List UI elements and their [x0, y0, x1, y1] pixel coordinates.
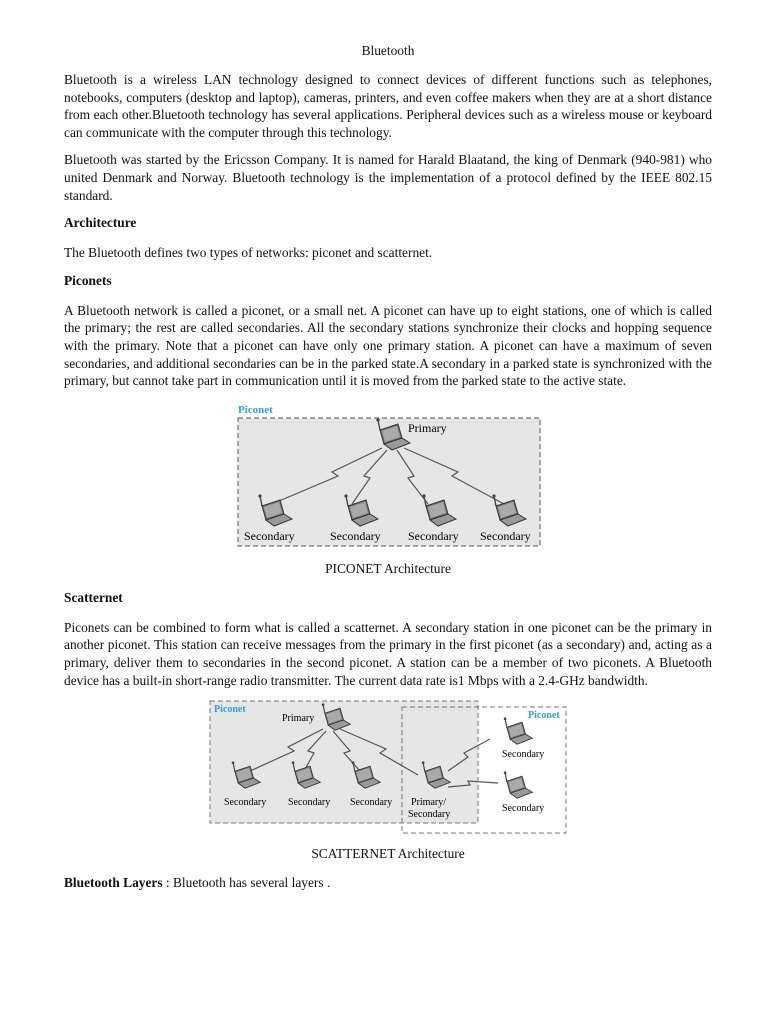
scatternet-caption: SCATTERNET Architecture: [311, 846, 465, 862]
scatternet-diagram: [208, 699, 568, 835]
scatternet-secondary-label: Secondary: [350, 797, 393, 809]
scatternet-piconet-label-left: Piconet: [214, 704, 246, 716]
piconet-primary-label: Primary: [408, 420, 447, 435]
scatternet-secondary-label: Secondary: [502, 749, 545, 761]
scatternet-secondary-label: Secondary: [288, 797, 331, 809]
architecture-paragraph: The Bluetooth defines two types of networks: piconet and scatternet.: [64, 245, 433, 261]
layers-heading: Bluetooth Layers: [64, 875, 163, 891]
piconet-label: Piconet: [238, 403, 273, 416]
scatternet-piconet-label-right: Piconet: [528, 710, 560, 722]
scatternet-heading: Scatternet: [64, 589, 123, 605]
piconets-paragraph: A Bluetooth network is called a piconet, or a small net. A piconet can have up to eight stations, one of which is called the primary; the rest are called secondaries. All the secondary stations synchronize their clocks and hopping sequence with the primary. Note that a piconet can have only one primary station. A piconet can have a maximum of seven secondaries, and additional secondaries can be in the parked state.A secondary in a parked state is synchronized with the primary, but cannot take part in communication until it is moved from the parked state to the active state.: [64, 302, 712, 389]
piconet-caption: PICONET Architecture: [325, 560, 451, 576]
piconets-heading: Piconets: [64, 272, 112, 288]
piconet-secondary-label: Secondary: [244, 528, 295, 543]
secondary-laptop-icon: [504, 771, 533, 798]
scatternet-secondary-label: Secondary: [502, 803, 545, 815]
intro-paragraph-1: Bluetooth is a wireless LAN technology designed to connect devices of different functions such as telephones, notebooks, computers (desktop and laptop), cameras, printers, and even coffee makers when they are at a short distance from each other.Bluetooth technology has several applications. Peripheral devices such as a wireless mouse or keyboard can communicate with the computer through this technology.: [64, 72, 712, 140]
document-title: Bluetooth: [361, 43, 415, 58]
scatternet-secondary-label: Secondary: [224, 797, 267, 809]
layers-text: : Bluetooth has several layers .: [162, 875, 331, 891]
architecture-heading: Architecture: [64, 215, 137, 231]
piconet-diagram: [232, 400, 544, 550]
piconet-secondary-label: Secondary: [480, 528, 531, 543]
scatternet-primary-label: Primary: [282, 713, 315, 725]
document-page: [64, 42, 712, 902]
scatternet-paragraph: Piconets can be combined to form what is called a scatternet. A secondary station in one piconet can be the primary in another piconet. This station can receive messages from the primary in the first piconet (as a secondary) and, acting as a primary, deliver them to secondaries in the second piconet. A station can be a member of two piconets. A Bluetooth device has a built-in short-range radio transmitter. The current data rate is1 Mbps with a 2.4-GHz bandwidth.: [64, 619, 712, 688]
scatternet-bridge-label-line2: Secondary: [408, 809, 451, 821]
secondary-laptop-icon: [504, 717, 533, 744]
intro-paragraph-2: Bluetooth was started by the Ericsson Company. It is named for Harald Blaatand, the king of Denmark (940-981) who united Denmark and Norway. Bluetooth technology is the implementation of a protocol defined by the IEEE 802.15 standard.: [64, 152, 712, 203]
piconet-secondary-label: Secondary: [330, 528, 381, 543]
layers-paragraph: [64, 874, 712, 892]
scatternet-bridge-label-line1: Primary/: [411, 797, 446, 809]
piconet-secondary-label: Secondary: [408, 528, 459, 543]
